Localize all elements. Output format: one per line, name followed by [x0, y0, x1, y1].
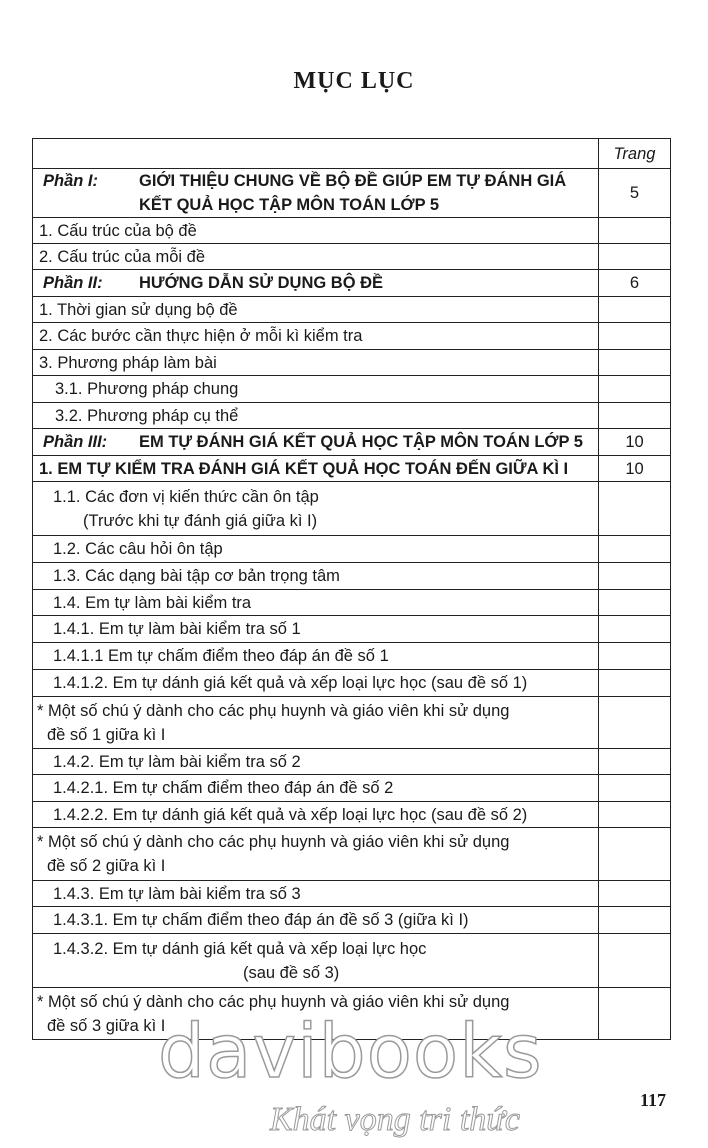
- part-title: HƯỚNG DẪN SỬ DỤNG BỘ ĐỀ: [139, 274, 384, 292]
- watermark-slogan: Khát vọng tri thức: [270, 1101, 520, 1138]
- toc-row: [33, 616, 671, 643]
- toc-entry: 2. Cấu trúc của mỗi đề: [33, 244, 599, 270]
- page-column-header: Trang: [599, 139, 671, 169]
- part-title-continued: KẾT QUẢ HỌC TẬP MÔN TOÁN LỚP 5: [139, 196, 440, 214]
- toc-row: [33, 749, 671, 775]
- note-text-continued: đề số 2 giữa kì I: [47, 857, 166, 875]
- page-number: 117: [640, 1090, 667, 1110]
- part-row: [33, 270, 671, 297]
- toc-row: [33, 907, 671, 934]
- toc-entry: 1.4.3. Em tự làm bài kiểm tra số 3: [33, 881, 599, 907]
- note-text: * Một số chú ý dành cho các phụ huynh và giáo viên khi sử dụng: [37, 833, 510, 851]
- part-label: Phần II:: [43, 274, 103, 292]
- page-number-cell: 10: [599, 429, 671, 456]
- toc-row: [33, 563, 671, 590]
- toc-entry: 1.4.2.2. Em tự dánh giá kết quả và xếp loại lực học (sau đề số 2): [33, 802, 599, 828]
- toc-row: [33, 218, 671, 244]
- toc-row: [33, 403, 671, 429]
- toc-entry: 1.4.1. Em tự làm bài kiểm tra số 1: [33, 616, 599, 643]
- toc-row: [33, 590, 671, 616]
- page-number-cell: 6: [599, 270, 671, 297]
- part-row: [33, 169, 671, 218]
- toc-entry: 1.4.1.1 Em tự chấm điểm theo đáp án đề số 1: [33, 643, 599, 670]
- toc-row: [33, 802, 671, 828]
- toc-entry: 1.4.2. Em tự làm bài kiểm tra số 2: [33, 749, 599, 775]
- toc-entry: 1.4.3.2. Em tự dánh giá kết quả và xếp loại lực học: [53, 939, 427, 958]
- toc-entry: 1. Cấu trúc của bộ đề: [33, 218, 599, 244]
- toc-row: [33, 643, 671, 670]
- section-title: 1. EM TỰ KIỂM TRA ĐÁNH GIÁ KẾT QUẢ HỌC TOÁN ĐẾN GIỮA KÌ I: [33, 456, 599, 482]
- toc-entry: 1.4.1.2. Em tự dánh giá kết quả và xếp loại lực học (sau đề số 1): [33, 670, 599, 697]
- toc-row: [33, 376, 671, 403]
- page-number-cell: 5: [599, 169, 671, 218]
- toc-row: [33, 934, 671, 988]
- toc-entry: 3. Phương pháp làm bài: [33, 350, 599, 376]
- toc-row: [33, 244, 671, 270]
- part-label: Phần I:: [43, 172, 99, 190]
- toc-entry: 1.1. Các đơn vị kiến thức cần ôn tập: [53, 487, 319, 506]
- toc-row: [33, 536, 671, 563]
- toc-entry-continued: (sau đề số 3): [243, 963, 340, 982]
- section-row: [33, 456, 671, 482]
- note-text: * Một số chú ý dành cho các phụ huynh và giáo viên khi sử dụng: [37, 701, 510, 720]
- table-of-contents: [32, 138, 671, 1040]
- toc-row: [33, 670, 671, 697]
- part-row: [33, 429, 671, 456]
- toc-entry: 3.2. Phương pháp cụ thể: [33, 403, 599, 429]
- toc-entry: 1. Thời gian sử dụng bộ đề: [33, 297, 599, 323]
- page-number-cell: 10: [599, 456, 671, 482]
- part-label: Phần III:: [43, 433, 108, 451]
- toc-entry: 2. Các bước cần thực hiện ở mỗi kì kiểm tra: [33, 323, 599, 350]
- toc-entry: 3.1. Phương pháp chung: [33, 376, 599, 403]
- toc-row: [33, 297, 671, 323]
- note-text: * Một số chú ý dành cho các phụ huynh và giáo viên khi sử dụng: [37, 992, 510, 1011]
- toc-entry-continued: (Trước khi tự đánh giá giữa kì I): [83, 511, 318, 530]
- toc-entry: 1.2. Các câu hỏi ôn tập: [33, 536, 599, 563]
- note-text-continued: đề số 1 giữa kì I: [47, 725, 166, 744]
- toc-row: [33, 775, 671, 802]
- note-row: [33, 828, 671, 881]
- toc-row: [33, 350, 671, 376]
- note-text-continued: đề số 3 giữa kì I: [47, 1016, 166, 1035]
- part-title: GIỚI THIỆU CHUNG VỀ BỘ ĐỀ GIÚP EM TỰ ĐÁNH GIÁ: [139, 172, 567, 190]
- toc-entry: 1.3. Các dạng bài tập cơ bản trọng tâm: [33, 563, 599, 590]
- toc-entry: 1.4. Em tự làm bài kiểm tra: [33, 590, 599, 616]
- note-row: [33, 697, 671, 749]
- watermark-brand: davibooks: [158, 1009, 543, 1095]
- toc-row: [33, 881, 671, 907]
- toc-row: [33, 323, 671, 350]
- toc-entry: 1.4.3.1. Em tự chấm điểm theo đáp án đề số 3 (giữa kì I): [33, 907, 599, 934]
- part-title: EM TỰ ĐÁNH GIÁ KẾT QUẢ HỌC TẬP MÔN TOÁN LỚP 5: [139, 433, 583, 451]
- toc-row: [33, 482, 671, 536]
- page-title: MỤC LỤC: [293, 68, 415, 94]
- toc-entry: 1.4.2.1. Em tự chấm điểm theo đáp án đề số 2: [33, 775, 599, 802]
- table-header-row: [33, 139, 671, 169]
